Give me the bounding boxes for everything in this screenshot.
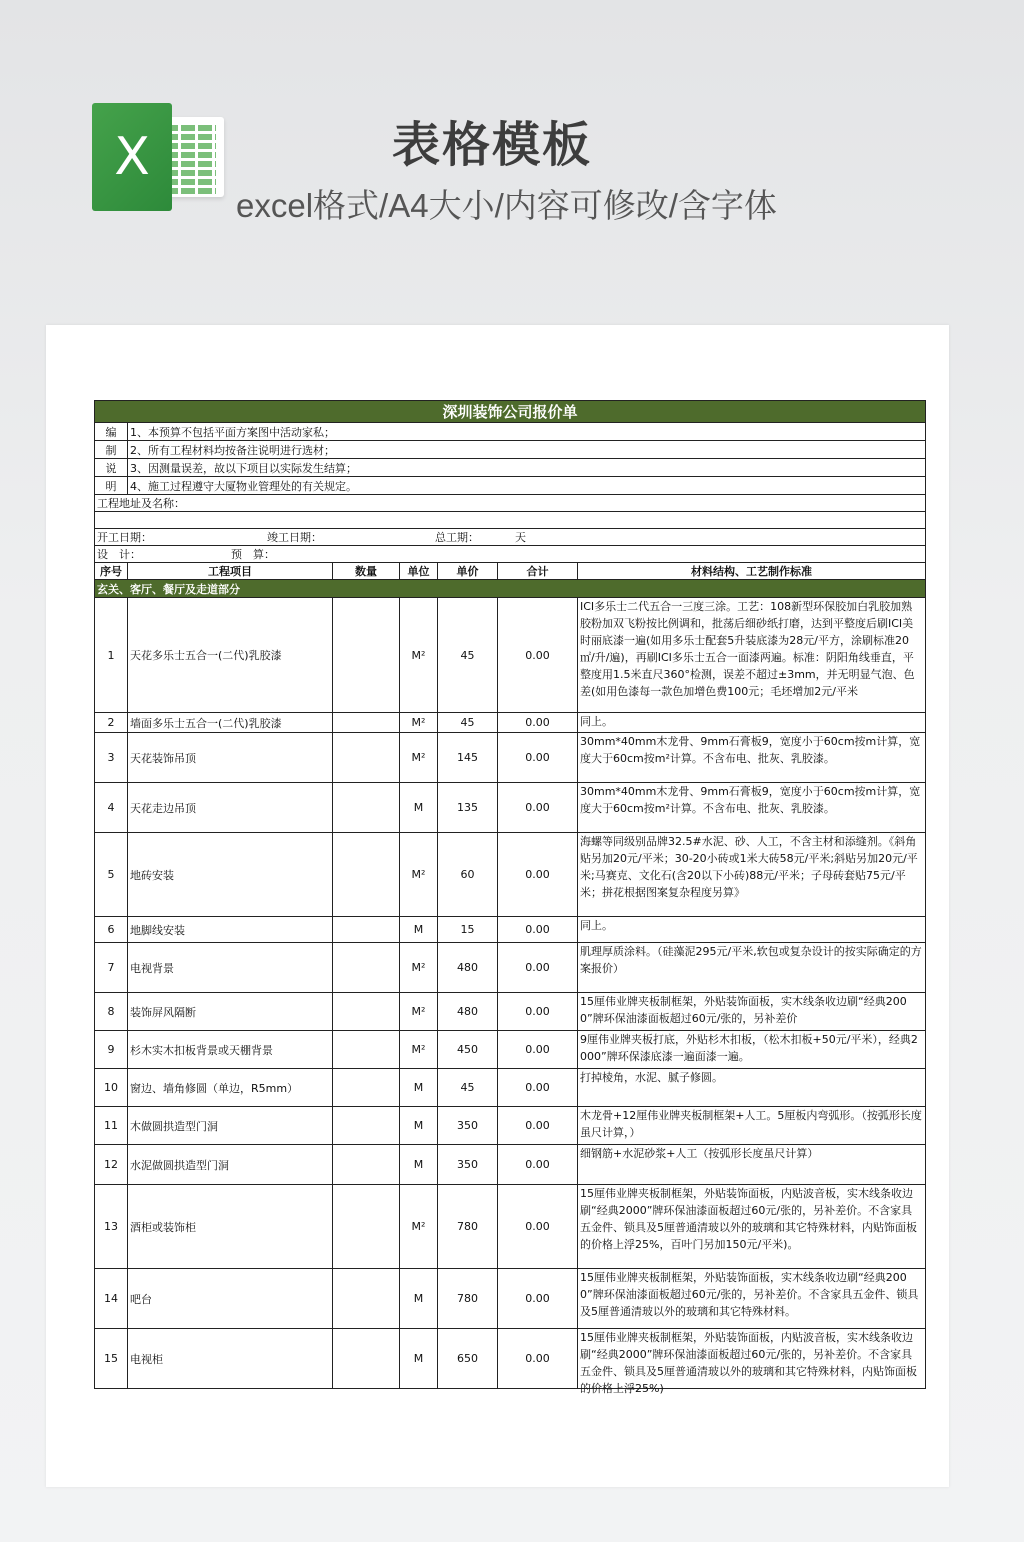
col-header-qty: 数量	[333, 563, 400, 580]
table-row	[95, 1069, 926, 1107]
note-label: 编	[95, 423, 128, 441]
excel-logo-icon: X	[92, 103, 224, 211]
quote-sheet	[46, 325, 949, 1487]
row-qty	[333, 943, 400, 993]
sheet-title: 深圳装饰公司报价单	[95, 401, 926, 423]
row-desc	[578, 1329, 926, 1395]
staff-row	[95, 546, 926, 563]
row-price: 480	[438, 993, 498, 1031]
table-row	[95, 833, 926, 917]
row-no: 15	[95, 1329, 128, 1389]
row-total: 0.00	[498, 733, 578, 783]
budget-label: 预 算：	[231, 548, 275, 561]
row-qty	[333, 713, 400, 733]
banner-subtitle: excel格式/A4大小/内容可修改/含字体	[236, 187, 777, 224]
row-item-name: 木做圆拱造型门洞	[128, 1107, 333, 1145]
row-qty	[333, 598, 400, 713]
start-date-label: 开工日期：	[97, 531, 152, 544]
blank-row	[95, 512, 926, 529]
row-unit: M	[400, 1145, 438, 1185]
row-no: 2	[95, 713, 128, 733]
row-unit: M²	[400, 943, 438, 993]
row-total: 0.00	[498, 1185, 578, 1269]
row-qty	[333, 1031, 400, 1069]
row-desc	[578, 943, 926, 993]
row-unit: M	[400, 917, 438, 943]
row-unit: M	[400, 1329, 438, 1389]
row-unit: M²	[400, 598, 438, 713]
row-unit: M	[400, 1269, 438, 1329]
note-label: 说	[95, 459, 128, 477]
row-desc	[578, 1145, 926, 1185]
col-header-unit: 单位	[400, 563, 438, 580]
row-unit: M	[400, 1107, 438, 1145]
row-item-name: 水泥做圆拱造型门洞	[128, 1145, 333, 1185]
table-row	[95, 713, 926, 733]
row-total: 0.00	[498, 993, 578, 1031]
row-no: 4	[95, 783, 128, 833]
row-desc	[578, 833, 926, 917]
table-row	[95, 917, 926, 943]
row-no: 11	[95, 1107, 128, 1145]
row-unit: M²	[400, 1031, 438, 1069]
row-unit: M²	[400, 1185, 438, 1269]
row-desc-text: 15厘伟业牌夹板制框架，外贴装饰面板，内贴波音板，实木线条收边刷“经典2000”牌环保油漆面板超过60元/张的，另补差价。不含家具五金件、锁具及5厘普通清玻以外的玻璃和其它特殊材料，内贴饰面板的价格上浮25%)	[580, 1331, 917, 1395]
row-price: 780	[438, 1185, 498, 1269]
dates-row	[95, 529, 926, 546]
days-unit: 天	[515, 531, 526, 544]
row-desc-text: 同上。	[580, 715, 613, 728]
row-qty	[333, 917, 400, 943]
note-3: 3、因测量误差，故以下项目以实际发生结算；	[128, 459, 926, 477]
row-desc-text: 海螺等同级别品牌32.5#水泥、砂、人工，不含主材和添缝剂。《斜角贴另加20元/平米；30-20小砖或1米大砖58元/平米;斜贴另加20元/平米;马赛克、文化石(含20以下小砖)88元/平米；子母砖套贴75元/平米；拼花根据图案复杂程度另算》	[580, 835, 918, 899]
row-total: 0.00	[498, 917, 578, 943]
banner-title: 表格模板	[392, 119, 593, 172]
row-item-name: 天花装饰吊顶	[128, 733, 333, 783]
row-item-name: 墙面多乐士五合一(二代)乳胶漆	[128, 713, 333, 733]
row-desc-text: 细钢筋+水泥砂浆+人工（按弧形长度虽尺计算）	[580, 1147, 819, 1160]
table-row	[95, 943, 926, 993]
table-row	[95, 1185, 926, 1269]
row-price: 450	[438, 1031, 498, 1069]
row-qty	[333, 733, 400, 783]
row-price: 45	[438, 713, 498, 733]
row-desc-text: 30mm*40mm木龙骨、9mm石膏板9，宽度小于60cm按m计算，宽度大于60cm按m²计算。不含布电、批灰、乳胶漆。	[580, 785, 921, 815]
row-unit: M²	[400, 713, 438, 733]
row-total: 0.00	[498, 1107, 578, 1145]
row-total: 0.00	[498, 1145, 578, 1185]
row-qty	[333, 1107, 400, 1145]
row-item-name: 窗边、墙角修圆（单边，R5mm）	[128, 1069, 333, 1107]
col-header-item: 工程项目	[128, 563, 333, 580]
row-qty	[333, 1329, 400, 1389]
col-header-price: 单价	[438, 563, 498, 580]
row-total: 0.00	[498, 598, 578, 713]
end-date-label: 竣工日期：	[267, 531, 322, 544]
row-item-name: 杉木实木扣板背景或天棚背景	[128, 1031, 333, 1069]
row-price: 145	[438, 733, 498, 783]
row-desc	[578, 713, 926, 733]
row-desc	[578, 917, 926, 943]
row-desc	[578, 733, 926, 783]
row-qty	[333, 1145, 400, 1185]
row-no: 6	[95, 917, 128, 943]
table-row	[95, 598, 926, 713]
row-price: 780	[438, 1269, 498, 1329]
row-total: 0.00	[498, 1069, 578, 1107]
note-1: 1、本预算不包括平面方案图中活动家私；	[128, 423, 926, 441]
table-row	[95, 1269, 926, 1329]
row-desc-text: ICI多乐士二代五合一三度三涂。工艺：108新型环保胶加白乳胶加熟胶粉加双飞粉按比例调和，批荡后细砂纸打磨，达到平整度后刷ICI美时丽底漆一遍(如用多乐士配套5升装底漆为28元/平方，涂刷标准20㎡/升/遍)，再刷ICI多乐士五合一面漆两遍。标准：阴阳角线垂直，平整度用1.5米直尺360°检测，误差不超过±3mm，并无明显气泡、色差(如用色漆每一款色加增色费100元；毛坯增加2元/平米	[580, 600, 915, 698]
row-qty	[333, 833, 400, 917]
row-no: 1	[95, 598, 128, 713]
row-item-name: 酒柜或装饰柜	[128, 1185, 333, 1269]
row-price: 60	[438, 833, 498, 917]
row-qty	[333, 783, 400, 833]
row-unit: M	[400, 1069, 438, 1107]
row-qty	[333, 1185, 400, 1269]
row-no: 12	[95, 1145, 128, 1185]
row-price: 15	[438, 917, 498, 943]
row-total: 0.00	[498, 1269, 578, 1329]
row-desc	[578, 1069, 926, 1107]
row-desc-text: 15厘伟业牌夹板制框架，外贴装饰面板，内贴波音板，实木线条收边刷“经典2000”牌环保油漆面板超过60元/张的，另补差价。不含家具五金件、锁具及5厘普通清玻以外的玻璃和其它特殊材料，内贴饰面板的价格上浮25%，百叶门另加150元/平米)。	[580, 1187, 917, 1251]
row-unit: M²	[400, 733, 438, 783]
row-item-name: 天花多乐士五合一(二代)乳胶漆	[128, 598, 333, 713]
row-no: 13	[95, 1185, 128, 1269]
row-desc	[578, 783, 926, 833]
row-price: 45	[438, 1069, 498, 1107]
row-no: 8	[95, 993, 128, 1031]
row-total: 0.00	[498, 1031, 578, 1069]
row-item-name: 天花走边吊顶	[128, 783, 333, 833]
table-row	[95, 783, 926, 833]
row-unit: M²	[400, 993, 438, 1031]
table-row	[95, 733, 926, 783]
row-price: 350	[438, 1145, 498, 1185]
row-price: 45	[438, 598, 498, 713]
row-desc-text: 同上。	[580, 919, 613, 932]
row-item-name: 电视背景	[128, 943, 333, 993]
row-desc	[578, 1107, 926, 1145]
row-total: 0.00	[498, 713, 578, 733]
total-days-label: 总工期：	[435, 531, 479, 544]
row-price: 135	[438, 783, 498, 833]
table-row	[95, 1031, 926, 1069]
row-price: 650	[438, 1329, 498, 1389]
col-header-desc: 材料结构、工艺制作标准	[578, 563, 926, 580]
note-4: 4、施工过程遵守大厦物业管理处的有关规定。	[128, 477, 926, 495]
row-desc-text: 木龙骨+12厘伟业牌夹板制框架+人工。5厘板内弯弧形。（按弧形长度虽尺计算，）	[580, 1109, 922, 1139]
row-item-name: 地脚线安装	[128, 917, 333, 943]
col-header-total: 合计	[498, 563, 578, 580]
table-row	[95, 1107, 926, 1145]
row-desc	[578, 1269, 926, 1329]
row-no: 3	[95, 733, 128, 783]
row-item-name: 地砖安装	[128, 833, 333, 917]
row-desc	[578, 1031, 926, 1069]
note-2: 2、所有工程材料均按备注说明进行选材；	[128, 441, 926, 459]
table-row	[95, 1329, 926, 1389]
row-desc-text: 打掉棱角，水泥、腻子修圆。	[580, 1071, 723, 1084]
row-unit: M	[400, 783, 438, 833]
row-no: 7	[95, 943, 128, 993]
note-label: 制	[95, 441, 128, 459]
row-desc	[578, 1185, 926, 1269]
section-header: 玄关、客厅、餐厅及走道部分	[95, 580, 926, 598]
row-desc-text: 15厘伟业牌夹板制框架，外贴装饰面板，实木线条收边刷“经典2000”牌环保油漆面板超过60元/张的，另补差价。不含家具五金件、锁具及5厘普通清玻以外的玻璃和其它特殊材料。	[580, 1271, 919, 1318]
row-desc-text: 9厘伟业牌夹板打底，外贴杉木扣板，（松木扣板+50元/平米），经典2000”牌环保漆底漆一遍面漆一遍。	[580, 1033, 918, 1063]
table-row	[95, 1145, 926, 1185]
row-qty	[333, 993, 400, 1031]
row-desc-text: 15厘伟业牌夹板制框架，外贴装饰面板，实木线条收边刷“经典2000”牌环保油漆面板超过60元/张的，另补差价	[580, 995, 907, 1025]
row-desc	[578, 993, 926, 1031]
row-desc-text: 肌理厚质涂料。（硅藻泥295元/平米,软包或复杂设计的按实际确定的方案报价）	[580, 945, 922, 975]
row-no: 14	[95, 1269, 128, 1329]
designer-label: 设 计：	[97, 548, 141, 561]
row-qty	[333, 1069, 400, 1107]
row-unit: M²	[400, 833, 438, 917]
row-no: 10	[95, 1069, 128, 1107]
col-header-no: 序号	[95, 563, 128, 580]
row-total: 0.00	[498, 833, 578, 917]
row-no: 9	[95, 1031, 128, 1069]
row-item-name: 装饰屏风隔断	[128, 993, 333, 1031]
row-qty	[333, 1269, 400, 1329]
row-desc-text: 30mm*40mm木龙骨、9mm石膏板9，宽度小于60cm按m计算，宽度大于60cm按m²计算。不含布电、批灰、乳胶漆。	[580, 735, 921, 765]
table-row	[95, 993, 926, 1031]
address-label: 工程地址及名称：	[95, 495, 926, 512]
row-no: 5	[95, 833, 128, 917]
row-total: 0.00	[498, 783, 578, 833]
row-item-name: 吧台	[128, 1269, 333, 1329]
row-price: 350	[438, 1107, 498, 1145]
row-total: 0.00	[498, 943, 578, 993]
row-desc	[578, 598, 926, 713]
row-total: 0.00	[498, 1329, 578, 1389]
row-price: 480	[438, 943, 498, 993]
row-item-name: 电视柜	[128, 1329, 333, 1389]
quote-table	[94, 400, 926, 1395]
note-label: 明	[95, 477, 128, 495]
